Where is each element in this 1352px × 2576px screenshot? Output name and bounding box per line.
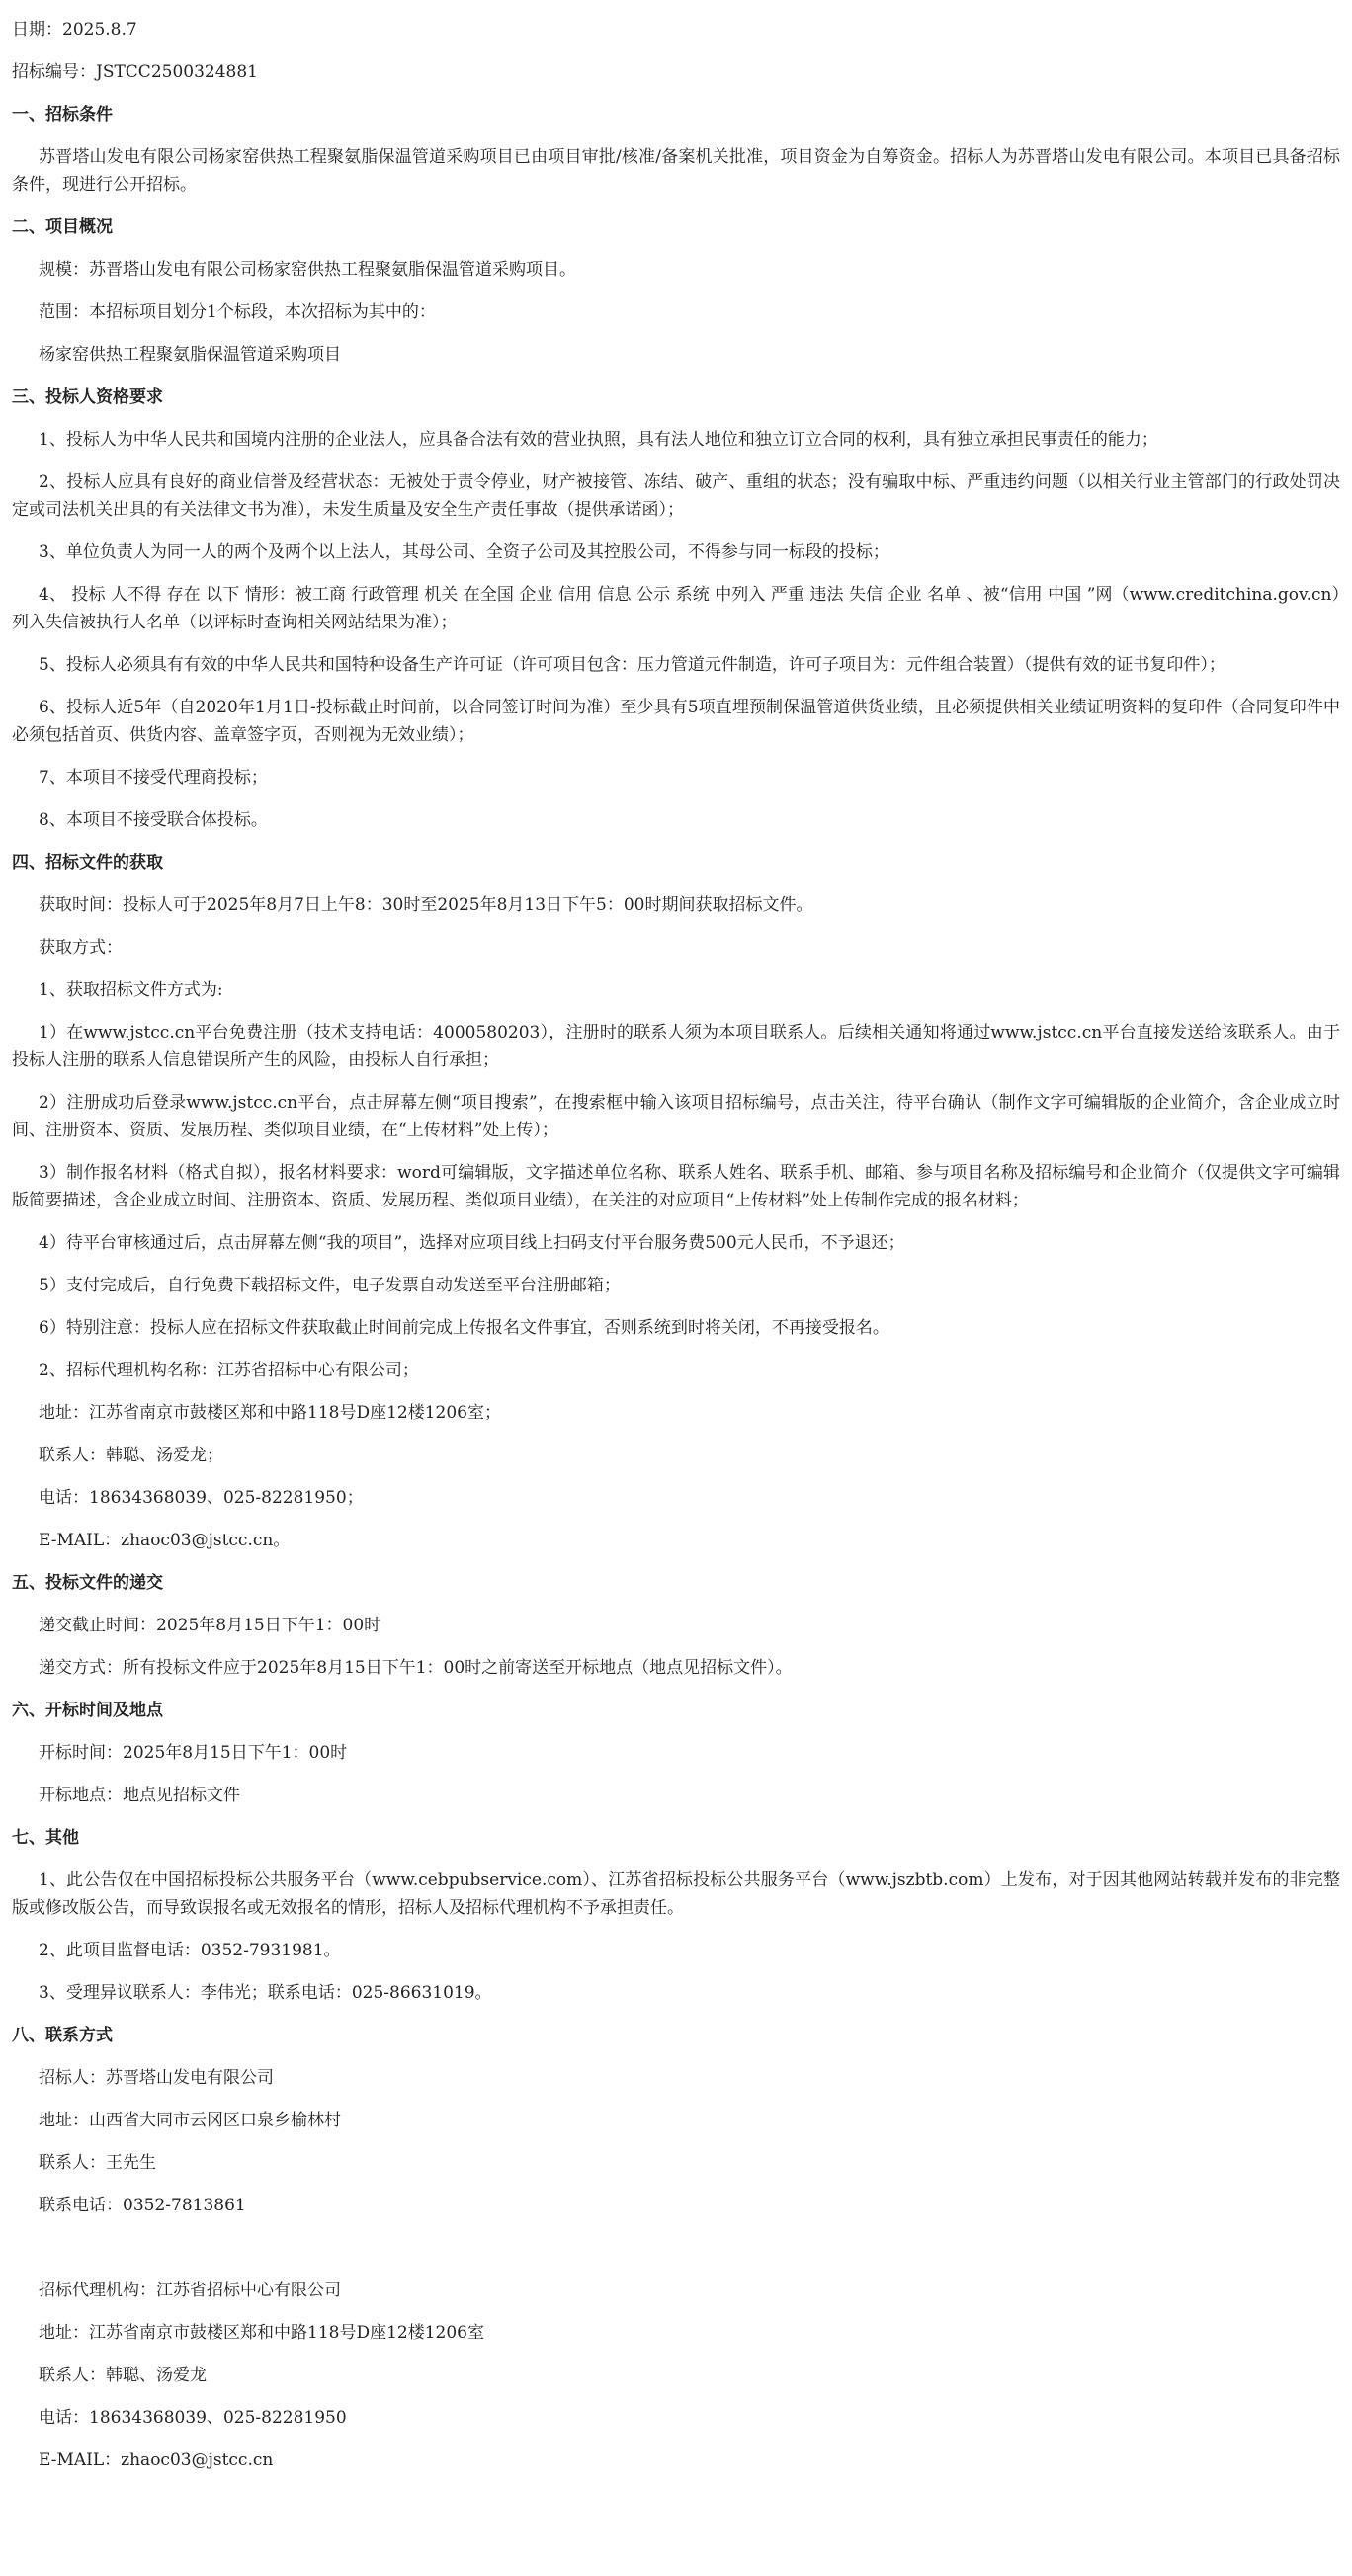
contact-agency-contact: 联系人：韩聪、汤爱龙 [39,2366,207,2385]
qualification-item: 3、单位负责人为同一人的两个及两个以上法人，其母公司、全资子公司及其控股公司，不得参与同一标段的投标； [39,542,889,562]
opening-place: 开标地点：地点见招标文件 [39,1786,240,1805]
acquisition-step: 6）特别注意：投标人应在招标文件获取截止时间前完成上传报名文件事宜，否则系统到时将关闭，不再接受报名。 [39,1318,889,1338]
contact-agency-address: 地址：江苏省南京市鼓楼区郑和中路118号D座12楼1206室 [39,2323,484,2343]
qualification-item: 5、投标人必须具有有效的中华人民共和国特种设备生产许可证（许可项目包含：压力管道元件制造，许可子项目为：元件组合装置）（提供有效的证书复印件）； [39,655,1225,675]
tenderer-phone: 联系电话：0352-7813861 [39,2196,246,2215]
qualification-item: 6、投标人近5年（自2020年1月1日-投标截止时间前，以合同签订时间为准）至少具有5项直埋预制保温管道供货业绩，且必须提供相关业绩证明资料的复印件（合同复印件中必须包括首页、供货内容、盖章签字页，否则视为无效业绩）； [12,698,1340,745]
contact-agency-phone: 电话：18634368039、025-82281950 [39,2408,347,2428]
section-2-title: 二、项目概况 [12,217,113,237]
tenderer-contact: 联系人：王先生 [39,2153,156,2173]
acquisition-step: 5）支付完成后，自行免费下载招标文件，电子发票自动发送至平台注册邮箱； [39,1276,621,1295]
other-item: 3、受理异议联系人：李伟光；联系电话：025-86631019。 [39,1983,492,2003]
agency-contact: 联系人：韩聪、汤爱龙； [39,1446,223,1465]
agency-email: E-MAIL：zhaoc03@jstcc.cn。 [39,1531,291,1550]
project-scope: 范围：本招标项目划分1个标段，本次招标为其中的： [39,302,436,322]
project-scale: 规模：苏晋塔山发电有限公司杨家窑供热工程聚氨脂保温管道采购项目。 [39,260,576,280]
announcement-date: 日期：2025.8.7 [12,20,137,40]
acquisition-method-label: 获取方式： [39,938,123,957]
agency-phone: 电话：18634368039、025-82281950； [39,1488,364,1508]
qualification-item: 2、投标人应具有良好的商业信誉及经营状态：无被处于责令停业，财产被接管、冻结、破产、重组的状态；没有骗取中标、严重违约问题（以相关行业主管部门的行政处罚决定或司法机关出具的有关法律文书为准），未发生质量及安全生产责任事故（提供承诺函）； [12,472,1340,520]
project-lot: 杨家窑供热工程聚氨脂保温管道采购项目 [39,345,341,365]
agency-name: 2、招标代理机构名称：江苏省招标中心有限公司； [39,1361,419,1380]
section-5-title: 五、投标文件的递交 [12,1573,163,1593]
qualification-item: 4、 投标 人不得 存在 以下 情形：被工商 行政管理 机关 在全国 企业 信用 信息 公示 系统 中列入 严重 违法 失信 企业 名单 、被“信用 中国 ”网（www.creditchina.gov.cn）列入失信被执行人名单（以评标时查询相关网站结果为准）； [12,585,1340,632]
contact-agency-name: 招标代理机构：江苏省招标中心有限公司 [39,2281,341,2300]
submission-method: 递交方式：所有投标文件应于2025年8月15日下午1：00时之前寄送至开标地点（地点见招标文件）。 [39,1658,793,1678]
opening-time: 开标时间：2025年8月15日下午1：00时 [39,1743,348,1763]
section-8-title: 八、联系方式 [12,2026,113,2045]
blank-gap [12,2234,1340,2277]
section-7-title: 七、其他 [12,1828,79,1848]
acquisition-time: 获取时间：投标人可于2025年8月7日上午8：30时至2025年8月13日下午5：00时期间获取招标文件。 [39,895,813,915]
section-1-title: 一、招标条件 [12,105,113,125]
agency-address: 地址：江苏省南京市鼓楼区郑和中路118号D座12楼1206室； [39,1403,501,1423]
tender-number: 招标编号：JSTCC2500324881 [12,62,258,82]
contact-agency-email: E-MAIL：zhaoc03@jstcc.cn [39,2451,274,2470]
acquisition-step: 4）待平台审核通过后，点击屏幕左侧“我的项目”，选择对应项目线上扫码支付平台服务费500元人民币，不予退还； [39,1233,905,1253]
tenderer-name: 招标人：苏晋塔山发电有限公司 [39,2068,274,2088]
section-3-title: 三、投标人资格要求 [12,387,163,407]
section-4-title: 四、招标文件的获取 [12,853,163,873]
other-item: 2、此项目监督电话：0352-7931981。 [39,1941,341,1960]
acquisition-step: 2）注册成功后登录www.jstcc.cn平台，点击屏幕左侧“项目搜索”，在搜索框中输入该项目招标编号，点击关注，待平台确认（制作文字可编辑版的企业简介，含企业成立时间、注册资本、资质、发展历程、类似项目业绩，在“上传材料”处上传）； [12,1093,1340,1140]
qualification-item: 1、投标人为中华人民共和国境内注册的企业法人，应具备合法有效的营业执照，具有法人地位和独立订立合同的权利，具有独立承担民事责任的能力； [39,430,1158,450]
qualification-item: 7、本项目不接受代理商投标； [39,768,268,788]
other-item: 1、此公告仅在中国招标投标公共服务平台（www.cebpubservice.com）、江苏省招标投标公共服务平台（www.jszbtb.com）上发布，对于因其他网站转载并发布的非完整版或修改版公告，而导致误报名或无效报名的情形，招标人及招标代理机构不予承担责任。 [12,1870,1340,1918]
section-1-text: 苏晋塔山发电有限公司杨家窑供热工程聚氨脂保温管道采购项目已由项目审批/核准/备案机关批准，项目资金为自筹资金。招标人为苏晋塔山发电有限公司。本项目已具备招标条件，现进行公开招标。 [12,147,1340,195]
qualification-item: 8、本项目不接受联合体投标。 [39,810,268,830]
tenderer-address: 地址：山西省大同市云冈区口泉乡榆林村 [39,2111,341,2130]
acquisition-step: 1）在www.jstcc.cn平台免费注册（技术支持电话：4000580203），注册时的联系人须为本项目联系人。后续相关通知将通过www.jstcc.cn平台直接发送给该联系人。由于投标人注册的联系人信息错误所产生的风险，由投标人自行承担； [12,1023,1340,1070]
acquisition-step: 3）制作报名材料（格式自拟），报名材料要求：word可编辑版，文字描述单位名称、联系人姓名、联系手机、邮箱、参与项目名称及招标编号和企业简介（仅提供文字可编辑版简要描述，含企业成立时间、注册资本、资质、发展历程、类似项目业绩），在关注的对应项目“上传材料”处上传制作完成的报名材料； [12,1163,1340,1210]
section-6-title: 六、开标时间及地点 [12,1701,163,1720]
submission-deadline: 递交截止时间：2025年8月15日下午1：00时 [39,1616,381,1635]
acquisition-method-intro: 1、获取招标文件方式为: [39,980,223,1000]
